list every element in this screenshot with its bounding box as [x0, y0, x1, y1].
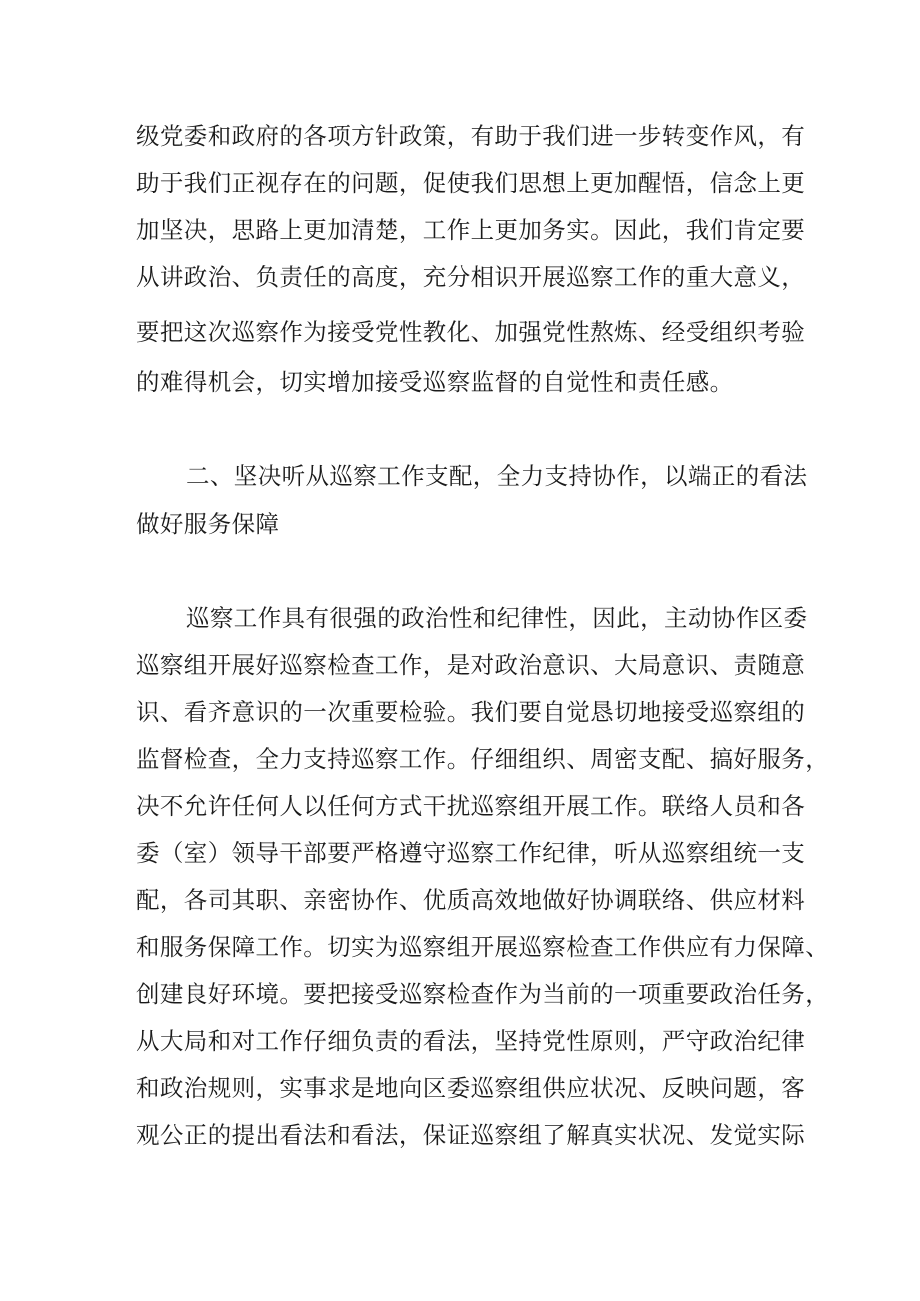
paragraph-2-line: 创建良好环境。要把接受巡察检查作为当前的一项重要政治任务，: [136, 980, 830, 1008]
paragraph-2-line: 巡察组开展好巡察检查工作，是对政治意识、大局意识、责随意: [136, 651, 806, 679]
paragraph-1-line: 助于我们正视存在的问题，促使我们思想上更加醒悟，信念上更: [136, 169, 806, 197]
section-heading: 做好服务保障: [136, 510, 280, 538]
paragraph-2-line: 委（室）领导干部要严格遵守巡察工作纪律，听从巡察组统一支: [136, 839, 806, 867]
paragraph-2-line: 巡察工作具有很强的政治性和纪律性，因此，主动协作区委: [186, 604, 808, 632]
paragraph-2-line: 识、看齐意识的一次重要检验。我们要自觉恳切地接受巡察组的: [136, 698, 806, 726]
section-heading: 二、坚决听从巡察工作支配，全力支持协作，以端正的看法: [186, 462, 808, 490]
paragraph-1-line: 要把这次巡察作为接受党性教化、加强党性熬炼、经受组织考验: [136, 318, 806, 346]
paragraph-2-line: 和政治规则，实事求是地向区委巡察组供应状况、反映问题，客: [136, 1074, 806, 1102]
paragraph-2-line: 从大局和对工作仔细负责的看法，坚持党性原则，严守政治纪律: [136, 1027, 806, 1055]
paragraph-2-line: 监督检查，全力支持巡察工作。仔细组织、周密支配、搞好服务，: [136, 745, 830, 773]
paragraph-2-line: 决不允许任何人以任何方式干扰巡察组开展工作。联络人员和各: [136, 792, 806, 820]
paragraph-2-line: 观公正的提出看法和看法，保证巡察组了解真实状况、发觉实际: [136, 1121, 806, 1149]
paragraph-1-line: 级党委和政府的各项方针政策，有助于我们进一步转变作风，有: [136, 122, 806, 150]
paragraph-1-line: 加坚决，思路上更加清楚，工作上更加务实。因此，我们肯定要: [136, 216, 806, 244]
paragraph-2-line: 配，各司其职、亲密协作、优质高效地做好协调联络、供应材料: [136, 886, 806, 914]
paragraph-1-line: 从讲政治、负责任的高度，充分相识开展巡察工作的重大意义，: [136, 263, 806, 291]
paragraph-2-line: 和服务保障工作。切实为巡察组开展巡察检查工作供应有力保障、: [136, 933, 830, 961]
paragraph-1-line: 的难得机会，切实增加接受巡察监督的自觉性和责任感。: [136, 368, 734, 396]
